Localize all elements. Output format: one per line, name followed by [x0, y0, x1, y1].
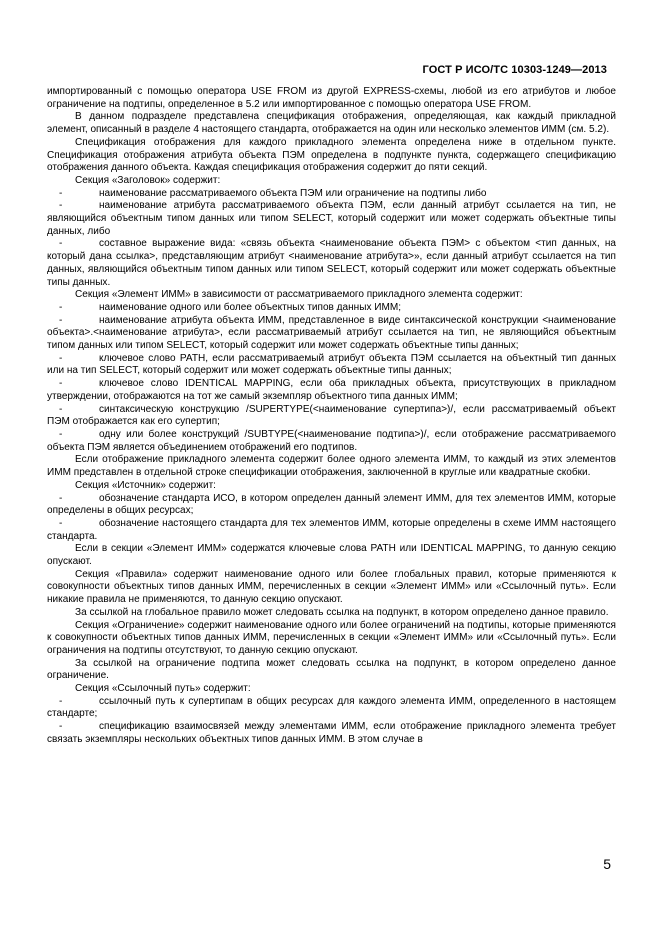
list-item	[47, 200, 616, 238]
list-marker: -	[59, 492, 63, 504]
list-item	[47, 518, 616, 543]
paragraph: За ссылкой на ограничение подтипа может следовать ссылка на подпункт, в котором определено данное ограничение.	[47, 657, 616, 682]
paragraph: Если отображение прикладного элемента содержит более одного элемента ИММ, то каждый из этих элементов ИММ представлен в отдельной строке спецификации отображения, заключенной в круглые или квадратные скобки.	[47, 454, 616, 479]
list-item	[47, 493, 616, 518]
list-marker: -	[59, 428, 63, 440]
list-item-text: наименование рассматриваемого объекта ПЭМ или ограничение на подтипы либо	[99, 187, 487, 199]
list-item	[47, 696, 616, 721]
list-item-text: ключевое слово IDENTICAL MAPPING, если оба прикладных объекта, присутствующих в прикладном утверждении, отображаются на тот же самый экземпляр объектного типа данных ИММ;	[47, 378, 616, 402]
paragraph: Спецификация отображения для каждого прикладного элемента определена ниже в отдельном пункте. Спецификация отображения атрибута объекта ПЭМ определена в подпункте пункта, содержащего спецификацию отображения данного объекта. Каждая спецификация отображения содержит до пяти секций.	[47, 136, 616, 174]
list-marker: -	[59, 378, 63, 390]
list-marker: -	[59, 517, 63, 529]
list-item-text: наименование атрибута объекта ИММ, представленное в виде синтаксической конструкции <наименование объекта>.<наименование атрибута>, если рассматриваемый атрибут ссылается на тип, не являющийся объектным типом данных или типом SELECT, который содержит или может содержать объектные типы данных;	[47, 314, 616, 352]
paragraph: Секция «Заголовок» содержит:	[75, 174, 221, 186]
page-number: 5	[603, 856, 611, 872]
list-item-text: обозначение настоящего стандарта для тех элементов ИММ, которые определены в схеме ИММ настоящего стандарта.	[47, 517, 616, 542]
paragraph: импортированный с помощью оператора USE FROM из другой EXPRESS-схемы, любой из его атрибутов и любое ограничение на подтипы, определенное в 5.2 или импортированное с помощью оператора USE FROM.	[47, 86, 616, 110]
list-item	[47, 378, 616, 403]
list-item-text: одну или более конструкций /SUBTYPE(<наименование подтипа>)/, если отображение рассматриваемого объекта ПЭМ является объединением отображений его подтипов.	[47, 428, 616, 453]
paragraph: Секция «Ограничение» содержит наименование одного или более ограничений на подтипы, которые применяются к совокупности объектных типов данных ИММ, перечисленных в секции «Элемент ИММ» или «Ссылочный путь». Если ограничения на подтипы отсутствуют, то данную секцию опускают.	[47, 619, 616, 656]
paragraph: Секция «Элемент ИММ» в зависимости от рассматриваемого прикладного элемента содержит:	[75, 289, 523, 301]
list-item-text: ключевое слово PATH, если рассматриваемый атрибут объекта ПЭМ ссылается на объектный тип данных или на тип SELECT, который содержит или может содержать объектные типы данных;	[47, 352, 616, 377]
document-standard-code: ГОСТ Р ИСО/ТС 10303-1249—2013	[422, 64, 607, 76]
list-item-text: обозначение стандарта ИСО, в котором определен данный элемент ИММ, для тех элементов ИММ, которые определены в общих ресурсах;	[47, 492, 616, 517]
list-item-text: составное выражение вида: «связь объекта <наименование объекта ПЭМ> с объектом <тип данных, на который дана ссылка>, представляющим атрибут <наименование атрибута>», если данный атрибут ссылается на тип данных, являющийся объектным типом данных или типом SELECT, который содержит или может содержать объектные типы данных.	[47, 238, 616, 288]
list-item	[47, 238, 616, 289]
list-marker: -	[59, 695, 63, 707]
paragraph: Секция «Ссылочный путь» содержит:	[75, 683, 251, 695]
list-marker: -	[59, 200, 63, 212]
list-item	[47, 721, 616, 746]
list-item	[47, 404, 616, 429]
list-marker: -	[59, 352, 63, 364]
paragraph: Секция «Источник» содержит:	[75, 479, 216, 491]
list-item	[47, 302, 616, 315]
list-item-text: синтаксическую конструкцию /SUPERTYPE(<наименование супертипа>)/, если рассматриваемый объект ПЭМ отображается как его супертип;	[47, 403, 616, 428]
paragraph: В данном подразделе представлена спецификация отображения, определяющая, как каждый прикладной элемент, описанный в разделе 4 настоящего стандарта, отображается на один или несколько элементов ИММ (см. 5.2).	[47, 111, 616, 136]
list-marker: -	[59, 314, 63, 326]
list-item-text: наименование одного или более объектных типов данных ИММ;	[99, 301, 402, 313]
list-marker: -	[59, 301, 63, 313]
list-marker: -	[59, 403, 63, 415]
paragraph: Если в секции «Элемент ИММ» содержатся ключевые слова PATH или IDENTICAL MAPPING, то данную секцию опускают.	[47, 543, 616, 568]
list-item	[47, 429, 616, 454]
list-marker: -	[59, 721, 63, 733]
list-marker: -	[59, 238, 63, 250]
body-text	[47, 86, 616, 747]
list-item-text: ссылочный путь к супертипам в общих ресурсах для каждого элемента ИММ, определенного в настоящем стандарте;	[47, 695, 616, 720]
list-item-text: наименование атрибута рассматриваемого объекта ПЭМ, если данный атрибут ссылается на тип, не являющийся объектным типом данных или типом SELECT, который содержит или может содержать объектные типы данных, либо	[47, 200, 616, 237]
list-marker: -	[59, 187, 63, 199]
paragraph: Секция «Правила» содержит наименование одного или более глобальных правил, которые применяются к совокупности объектных типов данных ИММ, перечисленных в секции «Элемент ИММ» или «Ссылочный путь». Если никакие правила не применяются, то данную секцию опускают.	[47, 568, 616, 606]
list-item	[47, 188, 616, 201]
list-item	[47, 353, 616, 378]
list-item	[47, 315, 616, 353]
list-item-text: спецификацию взаимосвязей между элементами ИММ, если отображение прикладного элемента требует связать экземпляры нескольких объектных типов данных ИММ. В этом случае в	[47, 721, 616, 745]
paragraph: За ссылкой на глобальное правило может следовать ссылка на подпункт, в котором определено данное правило.	[75, 606, 609, 618]
